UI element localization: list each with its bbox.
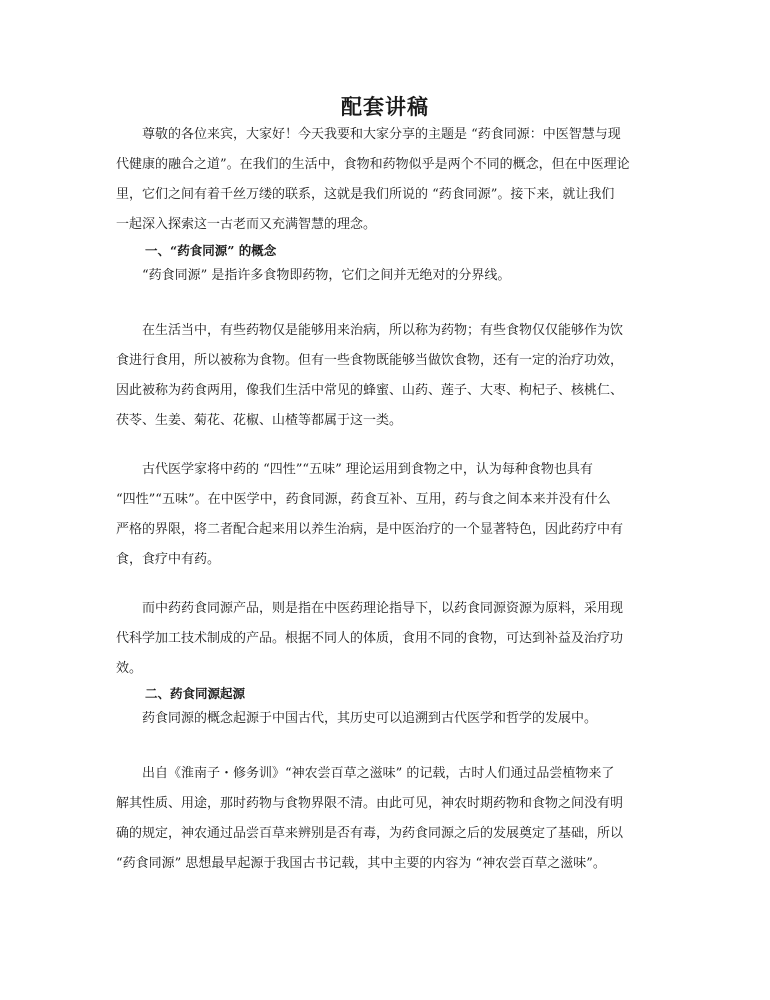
text-line: 严格的界限，将二者配合起来用以养生治病，是中医治疗的一个显著特色，因此药疗中有 — [116, 522, 624, 537]
intro-paragraph — [116, 120, 656, 240]
section-heading-concept: 一、“药食同源” 的概念 — [145, 243, 277, 258]
text-line: 药食同源的概念起源于中国古代，其历史可以追溯到古代医学和哲学的发展中。 — [142, 711, 598, 726]
concept-paragraph-2 — [116, 455, 656, 575]
text-line: “药食同源” 是指许多食物即药物，它们之间并无绝对的分界线。 — [142, 268, 511, 283]
text-line: “药食同源” 思想最早起源于我国古书记载，其中主要的内容为 “神农尝百草之滋味”。 — [116, 856, 606, 871]
text-line: 确的规定，神农通过品尝百草来辨别是否有毒，为药食同源之后的发展奠定了基础，所以 — [116, 826, 624, 841]
text-line: 而中药药食同源产品，则是指在中医药理论指导下，以药食同源资源为原料，采用现 — [142, 601, 624, 616]
text-line: 食，食疗中有药。 — [116, 552, 221, 567]
text-line: 出自《淮南子・修务训》“神农尝百草之滋味” 的记载，古时人们通过品尝植物来了 — [142, 766, 615, 781]
text-line: 食进行食用，所以被称为食物。但有一些食物既能够当做饮食物，还有一定的治疗功效， — [116, 353, 624, 368]
page-title: 配套讲稿 — [341, 94, 429, 119]
concept-paragraph-3 — [116, 594, 656, 684]
section-heading-origin: 二、药食同源起源 — [145, 686, 246, 701]
text-line: 一起深入探索这一古老而又充满智慧的理念。 — [116, 217, 377, 232]
text-line: 代健康的融合之道”。在我们的生活中，食物和药物似乎是两个不同的概念，但在中医理论 — [116, 157, 630, 172]
text-line: 茯苓、生姜、菊花、花椒、山楂等都属于这一类。 — [116, 413, 403, 428]
origin-intro — [116, 704, 656, 734]
concept-definition — [116, 261, 656, 291]
concept-paragraph-1 — [116, 316, 656, 436]
text-line: “四性”“五味”。在中医学中，药食同源，药食互补、互用，药与食之间本来并没有什么 — [116, 492, 611, 507]
text-line: 里，它们之间有着千丝万缕的联系，这就是我们所说的 “药食同源”。接下来，就让我们 — [116, 187, 615, 202]
text-line: 古代医学家将中药的 “四性”“五味” 理论运用到食物之中，认为每种食物也具有 — [142, 462, 593, 477]
text-line: 在生活当中，有些药物仅是能够用来治病，所以称为药物；有些食物仅仅能够作为饮 — [142, 323, 624, 338]
text-line: 解其性质、用途，那时药物与食物界限不清。由此可见，神农时期药物和食物之间没有明 — [116, 796, 624, 811]
text-line: 尊敬的各位来宾，大家好！今天我要和大家分享的主题是 “药食同源：中医智慧与现 — [142, 127, 621, 142]
text-line: 代科学加工技术制成的产品。根据不同人的体质，食用不同的食物，可达到补益及治疗功 — [116, 631, 624, 646]
text-line: 效。 — [116, 661, 143, 676]
text-line: 因此被称为药食两用，像我们生活中常见的蜂蜜、山药、莲子、大枣、枸杞子、核桃仁、 — [116, 383, 624, 398]
origin-paragraph-1 — [116, 759, 656, 879]
